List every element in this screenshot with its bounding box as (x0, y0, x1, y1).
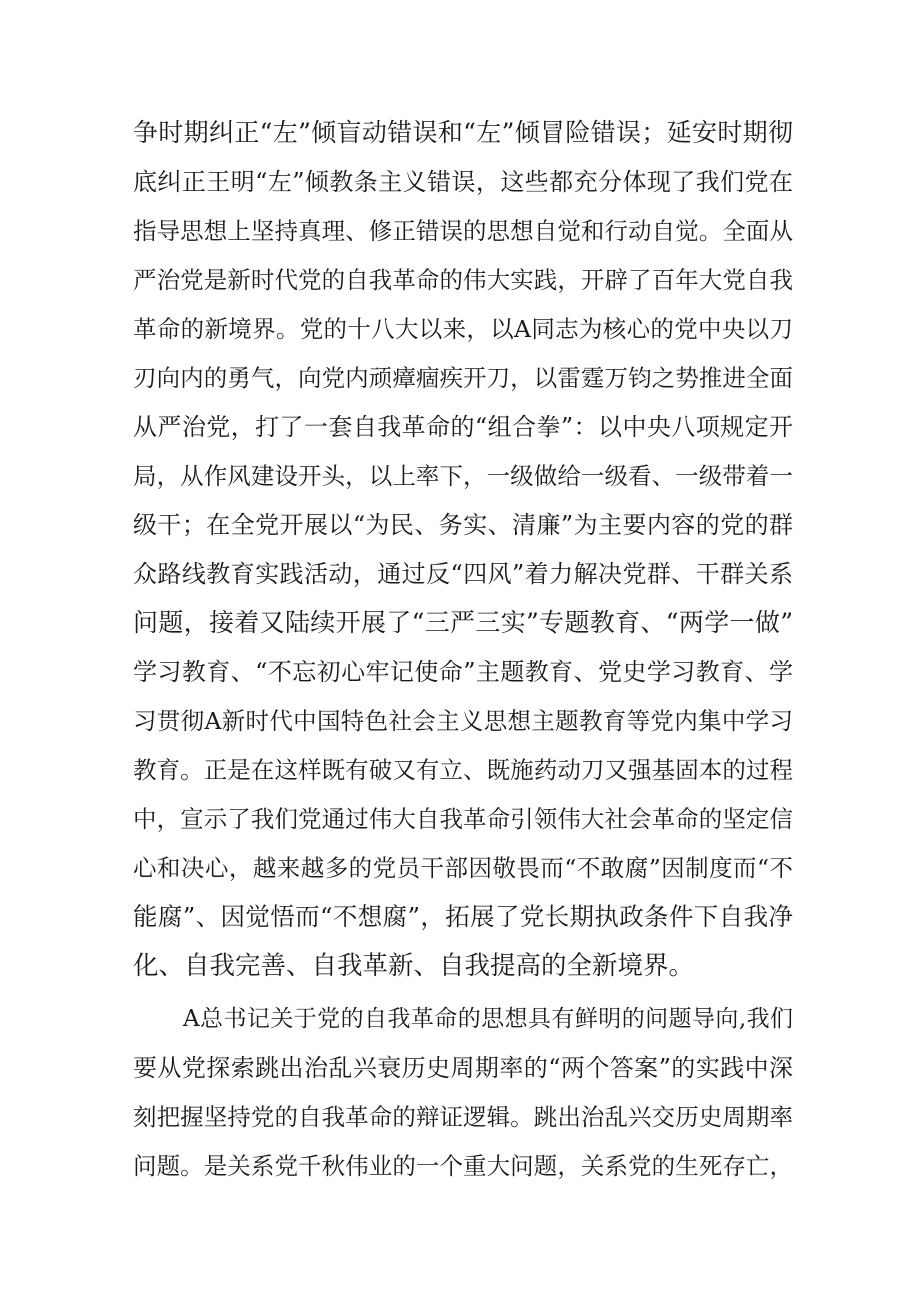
text-line: 从严治党，打了一套自我革命的“组合拳”：以中央八项规定开 (133, 413, 793, 441)
text-line: 刃向内的勇气，向党内顽瘴痼疾开刀，以雷霆万钧之势推进全面 (133, 364, 793, 392)
text-line: 刻把握坚持党的自我革命的辩证逻辑。跳出治乱兴交历史周期率 (133, 1103, 793, 1131)
text-line: 习贯彻A新时代中国特色社会主义思想主题教育等党内集中学习 (133, 707, 793, 735)
text-line: 级干；在全党开展以“为民、务实、清廉”为主要内容的党的群 (133, 511, 793, 539)
text-line: 问题。是关系党千秋伟业的一个重大问题，关系党的生死存亡， (133, 1152, 793, 1180)
text-line: 心和决心，越来越多的党员干部因敬畏而“不敢腐”因制度而“不 (133, 854, 793, 882)
text-line: 问题，接着又陆续开展了“三严三实”专题教育、“两学一做” (133, 608, 793, 637)
text-line: 指导思想上坚持真理、修正错误的思想自觉和行动自觉。全面从 (133, 217, 793, 245)
text-line: 化、自我完善、自我革新、自我提高的全新境界。 (133, 951, 695, 981)
text-line: 底纠正王明“左”倾教条主义错误，这些都充分体现了我们党在 (133, 168, 793, 196)
text-line: 学习教育、“不忘初心牢记使命”主题教育、党史学习教育、学 (133, 658, 793, 686)
text-line: 教育。正是在这样既有破又有立、既施药动刀又强基固本的过程 (133, 756, 793, 784)
text-line: 严治党是新时代党的自我革命的伟大实践，开辟了百年大党自我 (133, 266, 793, 294)
text-line: 局，从作风建设开头，以上率下，一级做给一级看、一级带着一 (133, 462, 793, 490)
text-line: A总书记关于党的自我革命的思想具有鲜明的问题导向,我们 (183, 1006, 793, 1032)
text-line: 革命的新境界。党的十八大以来，以A同志为核心的党中央以刀 (133, 315, 793, 343)
text-line: 要从党探索跳出治乱兴衰历史周期率的“两个答案”的实践中深 (133, 1054, 793, 1082)
text-line: 能腐”、因觉悟而“不想腐”，拓展了党长期执政条件下自我净 (133, 902, 793, 931)
text-line: 争时期纠正“左”倾盲动错误和“左”倾冒险错误；延安时期彻 (133, 118, 793, 147)
text-line: 众路线教育实践活动，通过反“四风”着力解决党群、干群关系 (133, 560, 793, 588)
text-line: 中，宣示了我们党通过伟大自我革命引领伟大社会革命的坚定信 (133, 805, 793, 833)
